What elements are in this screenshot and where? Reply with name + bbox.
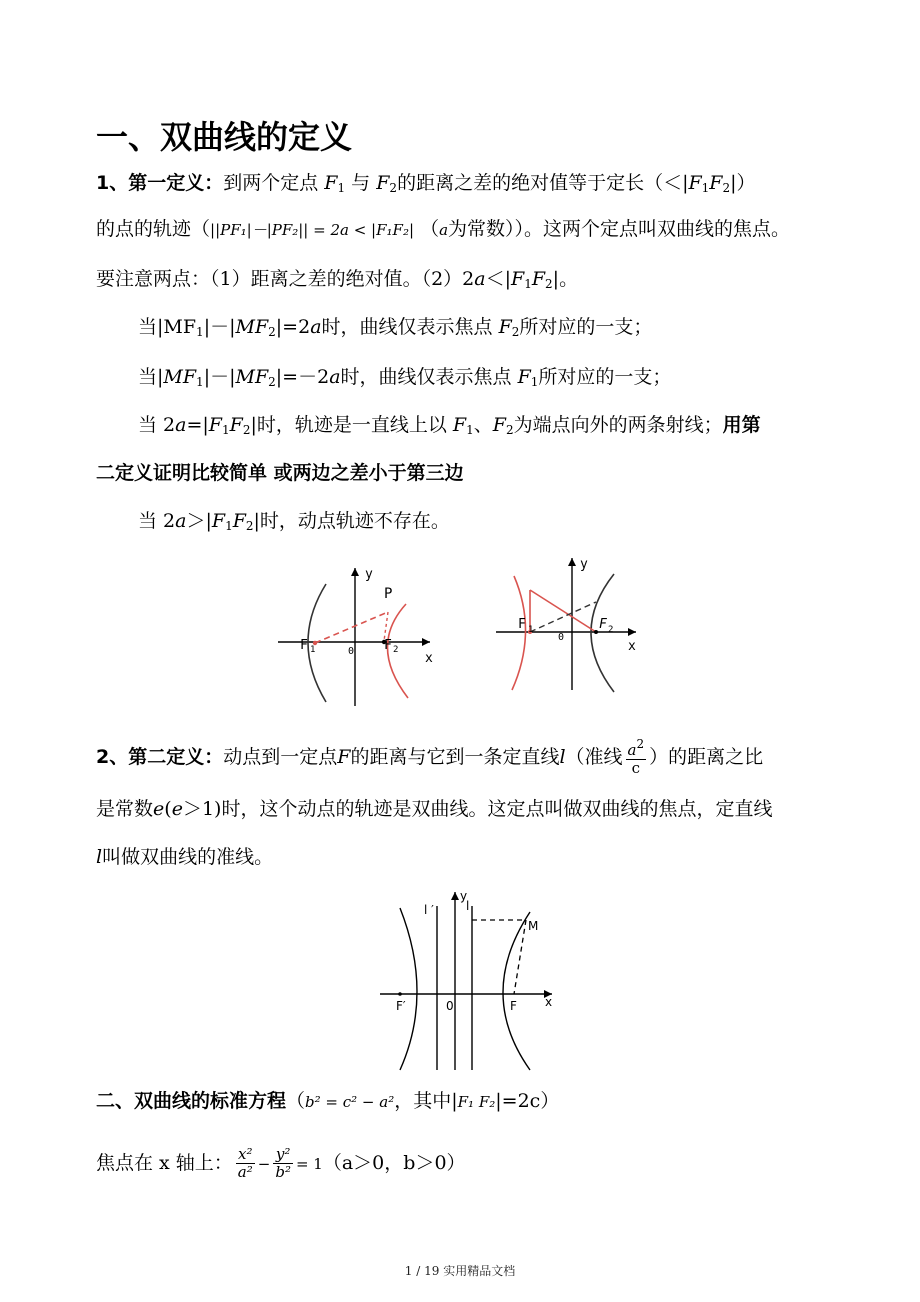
p-label: P: [384, 586, 393, 602]
y-label: y: [460, 889, 468, 903]
sub: 1: [225, 519, 233, 533]
hyperbola-definition-figures: [268, 548, 652, 710]
sup: 2: [636, 737, 645, 751]
text: 当|: [138, 366, 164, 388]
section-title-equation: 二、双曲线的标准方程: [96, 1090, 287, 1112]
right-branch: [503, 912, 530, 1070]
sub: 1: [530, 375, 539, 389]
var-f: F: [324, 172, 338, 194]
formula-distance: ||PF₁|－|PF₂|| = 2a < |F₁F₂|: [210, 221, 415, 239]
var-f: F: [517, 366, 531, 388]
frac-den: a²: [237, 1163, 253, 1182]
text: |时，动点轨迹不存在。: [253, 510, 450, 532]
left-branch: [400, 908, 417, 1070]
bold-text: 用第: [722, 414, 761, 436]
text: |=2c）: [495, 1090, 560, 1112]
var-f: F: [337, 745, 351, 768]
var-f: F: [492, 414, 506, 436]
page-footer: 1 / 19 实用精品文档: [404, 1264, 516, 1278]
var-f: F: [531, 268, 546, 290]
sub: 1: [466, 423, 474, 437]
text: |－|: [203, 366, 236, 388]
text: （准线: [565, 745, 623, 768]
frac-num: y²: [273, 1146, 293, 1164]
text: |－|: [203, 316, 236, 338]
f2-point: [594, 630, 598, 634]
dashed-to-focus: [514, 920, 526, 994]
text: 所对应的一支；: [538, 366, 672, 388]
directrix-figure: [354, 884, 562, 1074]
f1-sub: 1: [310, 645, 316, 655]
text: ＜|: [485, 268, 512, 290]
case-4-line: [138, 510, 450, 533]
second-definition-line: [96, 738, 763, 778]
text: 焦点在 x 轴上：: [96, 1151, 233, 1174]
sub: 1: [524, 277, 532, 291]
sub: 1: [196, 325, 204, 339]
y-axis-arrow: [568, 558, 576, 566]
x-label: x: [545, 995, 553, 1009]
text: 当 2: [138, 510, 176, 532]
var-l: l: [559, 745, 566, 768]
foci-x-axis-line: 焦点在 x 轴上： $\frac{\text{x²}}{\text{a²}}$ − $\frac{\text{y²}}{\text{b²}}$ = 1（a＞0，b＞0）: [96, 1145, 466, 1182]
var-f: F: [229, 414, 243, 436]
focal-distance: F₁ F₂: [457, 1093, 496, 1111]
sub: 2: [245, 519, 254, 533]
origin-label: 0: [446, 999, 454, 1013]
case-2-line: [138, 366, 671, 389]
f2-sub: 2: [608, 625, 614, 635]
diag-red: [530, 590, 596, 632]
sub: 1: [701, 181, 710, 195]
l-label: l: [466, 899, 470, 913]
text: 与: [351, 172, 371, 194]
var-e: e: [171, 798, 183, 820]
text: ＞|: [186, 510, 212, 532]
m-label: M: [528, 919, 539, 933]
sub: 1: [196, 375, 204, 389]
sub: 1: [221, 423, 230, 437]
var-a: a: [474, 268, 486, 290]
left-branch-red: [512, 576, 526, 690]
l-prime-label: l ′: [424, 903, 434, 917]
x-label: x: [425, 651, 433, 666]
f-prime-label: F′: [396, 999, 406, 1013]
y-label: y: [580, 557, 588, 572]
text: ）的距离之比: [649, 745, 764, 768]
left-diagram: [278, 567, 433, 706]
var-a: a: [439, 221, 449, 239]
x-axis-arrow: [628, 628, 636, 636]
text: |。: [552, 268, 579, 290]
section-title-definition: 一、双曲线的定义: [96, 118, 353, 156]
eq-tail: = 1: [295, 1154, 323, 1173]
second-definition-line-3: [96, 846, 273, 869]
frac-num: a: [627, 741, 637, 759]
sub: 2: [242, 423, 251, 437]
text: 为常数））。这两个定点叫双曲线的焦点。: [448, 218, 791, 240]
var-f: F: [452, 414, 467, 436]
sub: 2: [545, 277, 553, 291]
text: 当 2: [138, 414, 176, 436]
f1-sub: 1: [528, 625, 534, 635]
text: 、: [473, 414, 493, 436]
bold-text: 二定义证明比较简单 或两边之差小于第三边: [96, 462, 464, 484]
text: 叫做双曲线的准线。: [102, 846, 274, 868]
text: 时，曲线仅表示焦点: [321, 316, 493, 338]
text: |）: [730, 172, 756, 194]
text: ，其中|: [394, 1090, 458, 1112]
frac-den: b²: [275, 1163, 291, 1182]
sub: 2: [389, 181, 398, 195]
sub: 2: [511, 325, 520, 339]
relation-formula: b² = c² − a²: [305, 1093, 395, 1111]
var-mf: MF: [163, 366, 197, 388]
var-a: a: [175, 414, 187, 436]
var-e: e: [153, 798, 165, 820]
var-f: F: [208, 414, 222, 436]
var-f: F: [498, 316, 512, 338]
text: (: [164, 798, 172, 820]
sub: 2: [268, 375, 276, 389]
var-mf: MF: [235, 366, 269, 388]
text: 是常数: [96, 798, 154, 820]
x-fraction: [236, 1146, 255, 1182]
f1-label: F: [300, 638, 308, 653]
y-label: y: [365, 567, 373, 582]
var-f: F: [232, 510, 246, 532]
text: 为端点向外的两条射线；: [513, 414, 723, 436]
var-f: F: [709, 172, 723, 194]
frac-den: c: [631, 759, 641, 778]
sub: 1: [337, 181, 346, 195]
condition: （a＞0，b＞0）: [322, 1151, 466, 1174]
var-f: F: [511, 268, 525, 290]
var-f: F: [376, 172, 390, 194]
text: 到两个定点: [223, 172, 319, 194]
text: 动点到一定点: [223, 745, 338, 768]
text: （: [286, 1090, 306, 1112]
dashed-black: [530, 602, 596, 632]
right-diagram: [496, 557, 636, 692]
y-fraction: [273, 1146, 293, 1182]
notes-line: [96, 268, 578, 291]
text: 的距离与它到一条定直线: [350, 745, 560, 768]
sub: 2: [268, 325, 276, 339]
text: |时，轨迹是一直线上以: [250, 414, 447, 436]
f-prime-point: [398, 992, 402, 996]
text: |=－2: [275, 366, 330, 388]
text: 的点的轨迹（: [96, 218, 211, 240]
text: |=2: [275, 316, 311, 338]
text: 的距离之差的绝对值等于定长（＜|: [397, 172, 689, 194]
f-label: F: [510, 999, 517, 1013]
f1-label: F: [518, 617, 526, 632]
text: （: [420, 218, 440, 240]
pf1-dashed: [315, 612, 388, 643]
text: 所对应的一支；: [519, 316, 653, 338]
x-axis-arrow: [422, 638, 430, 646]
text: 要注意两点：（1）距离之差的绝对值。（2）2: [96, 268, 475, 290]
first-definition-label: 1、第一定义：: [96, 172, 224, 194]
first-definition-line: [96, 172, 756, 195]
second-definition-line-2: [96, 798, 772, 821]
case-1-line: [138, 316, 652, 339]
directrix-fraction: [626, 738, 647, 778]
text: ＞1)时，这个动点的轨迹是双曲线。这定点叫做双曲线的焦点，定直线: [182, 798, 773, 820]
var-l: l: [96, 846, 103, 868]
f2-label: F: [599, 617, 607, 632]
x-label: x: [628, 639, 636, 654]
case-3-line: [138, 414, 761, 437]
case-3-continuation: [96, 462, 464, 485]
origin-label: 0: [348, 646, 355, 657]
text: =|: [186, 414, 209, 436]
standard-equation-title: [96, 1090, 559, 1113]
first-definition-line-2: [96, 218, 790, 241]
sub: 2: [722, 181, 731, 195]
f2-label: F: [384, 638, 392, 653]
var-mf: MF: [235, 316, 269, 338]
pf2-dashed: [384, 612, 388, 641]
sub: 2: [505, 423, 514, 437]
text: 时，曲线仅表示焦点: [340, 366, 512, 388]
f2-sub: 2: [393, 645, 399, 655]
origin-label: 0: [558, 632, 565, 643]
text: 当|MF: [138, 316, 197, 338]
y-axis-arrow: [351, 568, 359, 576]
var-a: a: [175, 510, 187, 532]
var-a: a: [310, 316, 322, 338]
second-definition-label: 2、第二定义：: [96, 745, 224, 768]
y-axis-arrow: [451, 892, 459, 900]
var-f: F: [211, 510, 226, 532]
var-f: F: [688, 172, 702, 194]
frac-num: x²: [236, 1146, 255, 1164]
var-a: a: [329, 366, 341, 388]
